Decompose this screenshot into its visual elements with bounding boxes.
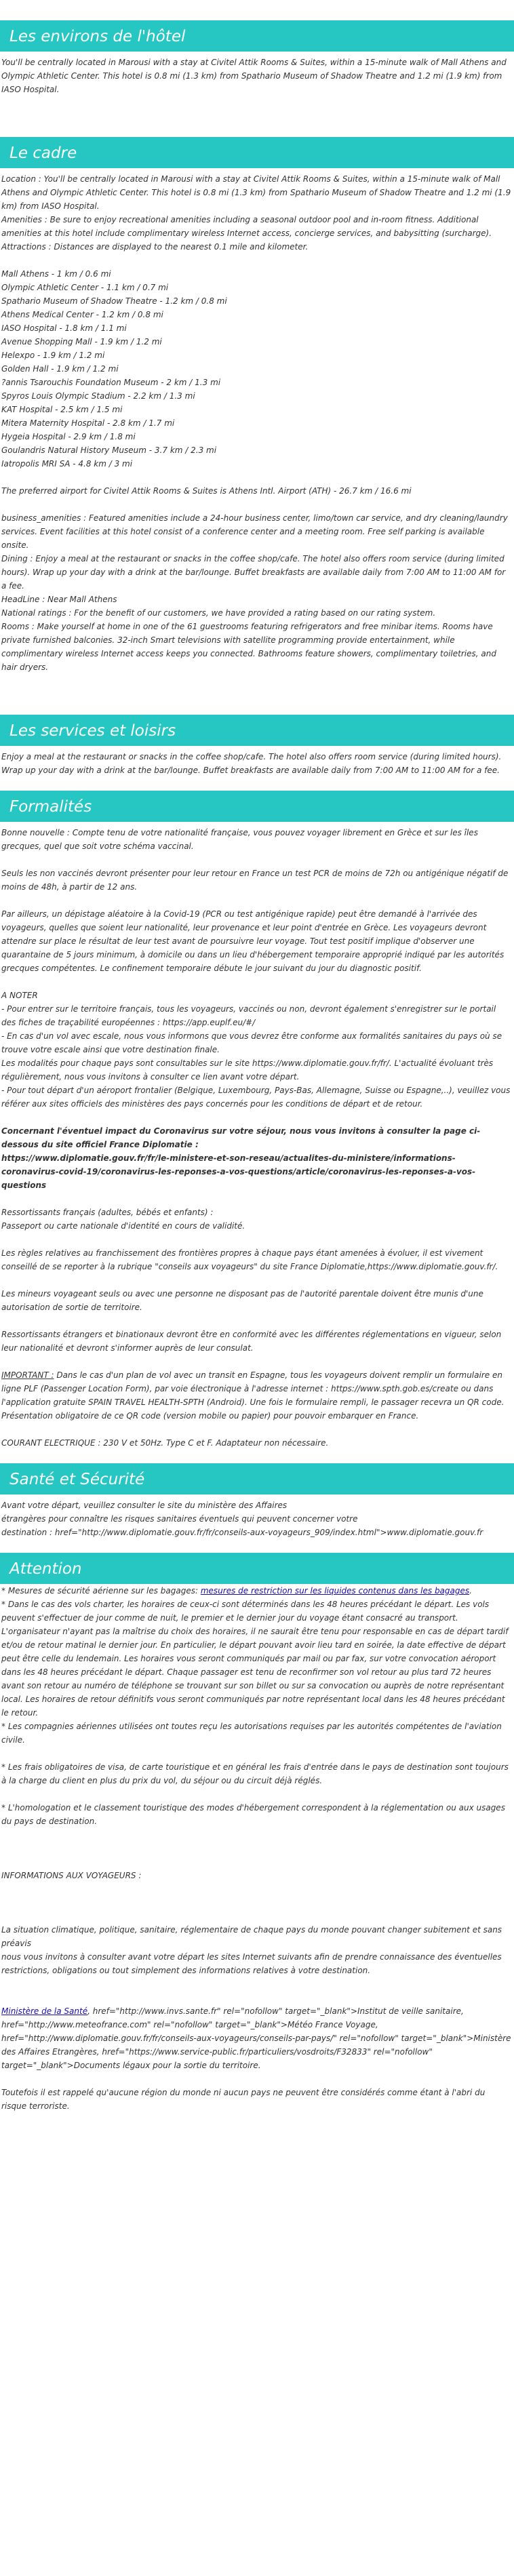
liquids-restriction-link[interactable]: mesures de restriction sur les liquides contenus dans les bagages [200, 1586, 470, 1596]
distance-item: Olympic Athletic Center - 1.1 km / 0.7 mi [1, 283, 169, 292]
section-cadre [0, 168, 514, 674]
formalites-p5: Concernant l'éventuel impact du Coronavirus sur votre séjour, nous vous invitons à consulter la page ci-dessous du site officiel France Diplomatie : https://www.diplomatie.gouv.fr/fr/le-ministere-et-son-reseau/actualites-du-ministere/informations-coronavirus-covid-19/coronavirus-les-reponses-a-vos-questions/article/coronavirus-les-reponses-a-vos-questions [1, 1126, 481, 1190]
section-title-sante: Santé et Sécurité [0, 1463, 514, 1494]
important-label: IMPORTANT : [1, 1370, 54, 1380]
formalites-p8: Les mineurs voyageant seuls ou avec une personne ne disposant pas de l'autorité parentale doivent être munis d'une autorisation de sortie de territoire. [1, 1289, 483, 1312]
section-title-services: Les services et loisirs [0, 715, 514, 746]
services-text: Enjoy a meal at the restaurant or snacks in the coffee shop/cafe. The hotel also offers room service (during limited hours). Wrap up your day with a drink at the bar/lounge. Buffet breakfasts are available daily from 7:00 AM to 11:00 AM for a fee. [1, 752, 502, 775]
section-services [0, 746, 514, 777]
distance-item: ?annis Tsarouchis Foundation Museum - 2 km / 1.3 mi [1, 378, 221, 387]
section-title-cadre: Le cadre [0, 137, 514, 168]
formalites-p9: Ressortissants étrangers et binationaux devront être en conformité avec les différentes réglementations en vigueur, selon leur nationalité et devront s'informer auprès de leur consulat. [1, 1330, 502, 1353]
distance-item: Mitera Maternity Hospital - 2.8 km / 1.7 mi [1, 418, 175, 428]
distance-item: KAT Hospital - 2.5 km / 1.5 mi [1, 405, 123, 414]
security-prefix: * Mesures de sécurité aérienne sur les bagages: [1, 1586, 201, 1596]
attention-p2: * Les frais obligatoires de visa, de carte touristique et en général les frais d'entrée dans le pays de destination sont toujours à la charge du client en plus du prix du vol, du séjour ou du circuit déjà réglés. [1, 1762, 509, 1785]
distance-item: Avenue Shopping Mall - 1.9 km / 1.2 mi [1, 337, 162, 346]
security-suffix: . [469, 1586, 472, 1596]
attention-p3: * L'homologation et le classement touristique des modes d'hébergement correspondent à la réglementation ou aux usages du pays de destination. [1, 1803, 505, 1826]
formalites-p3: Par ailleurs, un dépistage aléatoire à la Covid-19 (PCR ou test antigénique rapide) peut être demandé à l'arrivée des voyageurs, quelles que soient leur nationalité, leur provenance et leur point d'entrée en Grèce. Les voyageurs devront attendre sur place le résultat de leur test avant de poursuivre leur voyage. Tout test positif implique d'observer une quarantaine de 5 jours minimum, à domicile ou dans un lieu d'hébergement temporaire approprié indiqué par les autorités grecques compétentes. Le confinement temporaire débute le jour suivant du jour du diagnostic positif. [1, 909, 505, 973]
sante-text: Avant votre départ, veuillez consulter le site du ministère des Affaires étrangères pour connaître les risques sanitaires éventuels qui peuvent concerner votre destination : href="http://www.diplomatie.gouv.fr/fr/conseils-aux-voyageurs_909/index.html">www.diplomatie.gouv.fr [1, 1501, 483, 1537]
cadre-airport: The preferred airport for Civitel Attik Rooms & Suites is Athens Intl. Airport (ATH) - 26.7 km / 16.6 mi [1, 486, 412, 496]
important-text: Dans le cas d'un plan de vol avec un transit en Espagne, tous les voyageurs doivent remplir un formulaire en ligne PLF (Passenger Location Form), par voie électronique à l'adresse internet : https://www.spth.gob.es/create ou dans l'application gratuite SPAIN TRAVEL HEALTH-SPTH (Android). Une fois le formulaire rempli, le passager recevra un QR code. Présentation obligatoire de ce QR code (version mobile ou papier) pour pouvoir embarquer en France. [1, 1370, 505, 1421]
distance-item: Helexpo - 1.9 km / 1.2 mi [1, 351, 105, 360]
section-title-environs: Les environs de l'hôtel [0, 20, 514, 52]
distance-item: Iatropolis MRI SA - 4.8 km / 3 mi [1, 459, 133, 469]
section-environs [0, 52, 514, 96]
charter-text: * Dans le cas des vols charter, les horaires de ceux-ci sont déterminés dans les 48 heures précédant le départ. Les vols peuvent s'effectuer de jour comme de nuit, le premier et le dernier jour du voyage étant consacré au transport. L'organisateur n'ayant pas la maîtrise du choix des horaires, il ne saurait être tenu pour responsable en cas de départ tardif et/ou de retour matinal le dernier jour. En particulier, le départ pouvant avoir lieu tard en soirée, la date effective de départ peut être celle du lendemain. Les horaires vous seront communiqués par mail ou par fax, sur votre convocation aéroport dans les 48 heures précédant le départ. Chaque passager est tenu de reconfirmer son vol retour au plus tard 72 heures avant son retour au numéro de téléphone se trouvant sur son billet ou sur sa convocation ou auprès de notre représentant local. Les horaires de retour définitifs vous seront communiqués par notre représentant local dans les 48 heures précédant le retour. * Les compagnies aériennes utilisées ont toutes reçu les autorisations requises par les autorités compétentes de l'aviation civile. [1, 1600, 509, 1745]
section-formalites [0, 822, 514, 1450]
links-text: , href="http://www.invs.sante.fr" rel="nofollow" target="_blank">Institut de veille sanitaire, href="http://www.meteofrance.com" rel="nofollow" target="_blank">Météo France Voyage, href="http://www.diplomatie.gouv.fr/fr/conseils-aux-voyageurs/conseils-par-pays/" rel="nofollow" target="_blank">Ministère des Affaires Etrangères, href="https://www.service-public.fr/particuliers/vosdroits/F32833" rel="nofollow" target="_blank">Documents légaux pour la sortie du territoire. [1, 2006, 511, 2070]
formalites-p10 [1, 1368, 513, 1423]
distance-item: Spathario Museum of Shadow Theatre - 1.2 km / 0.8 mi [1, 296, 227, 306]
attention-p6 [1, 2004, 513, 2072]
distance-item: Golden Hall - 1.9 km / 1.2 mi [1, 364, 119, 374]
section-title-attention: Attention [0, 1553, 514, 1584]
environs-text: You'll be centrally located in Marousi with a stay at Civitel Attik Rooms & Suites, within a 15-minute walk of Mall Athens and Olympic Athletic Center. This hotel is 0.8 mi (1.3 km) from Spathario Museum of Shadow Theatre and 1.2 mi (1.9 km) from IASO Hospital. [1, 58, 507, 94]
sante-ministry-link[interactable]: Ministère de la Santé [1, 2006, 88, 2016]
section-sante [0, 1494, 514, 1539]
distance-item: Spyros Louis Olympic Stadium - 2.2 km / 1.3 mi [1, 391, 195, 401]
attention-p1 [1, 1584, 513, 1747]
formalites-p6: Ressortissants français (adultes, bébés et enfants) : Passeport ou carte nationale d'identité en cours de validité. [1, 1208, 245, 1231]
cadre-details: business_amenities : Featured amenities include a 24-hour business center, limo/town car service, and dry cleaning/laundry services. Event facilities at this hotel consist of a conference center and a meeting room. Free self parking is available onsite. Dining : Enjoy a meal at the restaurant or snacks in the coffee shop/cafe. The hotel also offers room service (during limited hours). Wrap up your day with a drink at the bar/lounge. Buffet breakfasts are available daily from 7:00 AM to 11:00 AM for a fee. HeadLine : Near Mall Athens National ratings : For the benefit of our customers, we have provided a rating based on our rating system. Rooms : Make yourself at home in one of the 61 guestrooms featuring refrigerators and free minibar items. Rooms have private furnished balconies. 32-inch Smart televisions with satellite programming provide entertainment, while complimentary wireless Internet access keeps you connected. Bathrooms feature showers, complimentary toiletries, and hair dryers. [1, 513, 508, 672]
distance-item: Goulandris Natural History Museum - 3.7 km / 2.3 mi [1, 445, 217, 455]
attention-p7: Toutefois il est rappelé qu'aucune région du monde ni aucun pays ne peuvent être considérés comme étant à l'abri du risque terroriste. [1, 2088, 486, 2111]
section-title-formalites: Formalités [0, 791, 514, 822]
distance-item: Athens Medical Center - 1.2 km / 0.8 mi [1, 310, 163, 319]
formalites-p4: A NOTER - Pour entrer sur le territoire français, tous les voyageurs, vaccinés ou non, devront également s'enregistrer sur le portail des fiches de traçabilité européennes : https://app.euplf.eu/#/ - En cas d'un vol avec escale, nous vous informons que vous devrez être conforme aux formalités sanitaires du pays où se trouve votre escale ainsi que votre destination finale. Les modalités pour chaque pays sont consultables sur le site https://www.diplomatie.gouv.fr/fr/. L'actualité évoluant très régulièrement, nous vous invitons à consulter ce lien avant votre départ. - Pour tout départ d'un aéroport frontalier (Belgique, Luxembourg, Pays-Bas, Allemagne, Suisse ou Espagne,..), veuillez vous référer aux sites officiels des ministères des pays concernés pour les conditions de départ et de retour. [1, 991, 511, 1109]
cadre-intro: Location : You'll be centrally located in Marousi with a stay at Civitel Attik Rooms & Suites, within a 15-minute walk of Mall Athens and Olympic Athletic Center. This hotel is 0.8 mi (1.3 km) from Spathario Museum of Shadow Theatre and 1.2 mi (1.9 km) from IASO Hospital. Amenities : Be sure to enjoy recreational amenities including a seasonal outdoor pool and in-room fitness. Additional amenities at this hotel include complimentary wireless Internet access, concierge services, and babysitting (surcharge). Attractions : Distances are displayed to the nearest 0.1 mile and kilometer. [1, 174, 511, 252]
section-attention [0, 1584, 514, 2113]
formalites-p7: Les règles relatives au franchissement des frontières propres à chaque pays étant amenées à évoluer, il est vivement conseillé de se reporter à la rubrique "conseils aux voyageurs" du site France Diplomatie,https://www.diplomatie.gouv.fr/. [1, 1248, 498, 1271]
formalites-p2: Seuls les non vaccinés devront présenter pour leur retour en France un test PCR de moins de 72h ou antigénique négatif de moins de 48h, à partir de 12 ans. [1, 869, 509, 892]
formalites-p11: COURANT ELECTRIQUE : 230 V et 50Hz. Type C et F. Adaptateur non nécessaire. [1, 1438, 329, 1448]
attention-p4: INFORMATIONS AUX VOYAGEURS : [1, 1871, 142, 1880]
distances-list [1, 267, 513, 471]
distance-item: Hygeia Hospital - 2.9 km / 1.8 mi [1, 432, 136, 441]
formalites-p1: Bonne nouvelle : Compte tenu de votre nationalité française, vous pouvez voyager librement en Grèce et sur les îles grecques, quel que soit votre schéma vaccinal. [1, 828, 478, 851]
distance-item: IASO Hospital - 1.8 km / 1.1 mi [1, 323, 127, 333]
distance-item: Mall Athens - 1 km / 0.6 mi [1, 269, 111, 279]
attention-p5: La situation climatique, politique, sanitaire, réglementaire de chaque pays du monde pouvant changer subitement et sans préavis nous vous invitons à consulter avant votre départ les sites Internet suivants afin de prendre connaissance des éventuelles restrictions, obligations ou tout simplement des informations relatives à votre destination. [1, 1925, 502, 1975]
